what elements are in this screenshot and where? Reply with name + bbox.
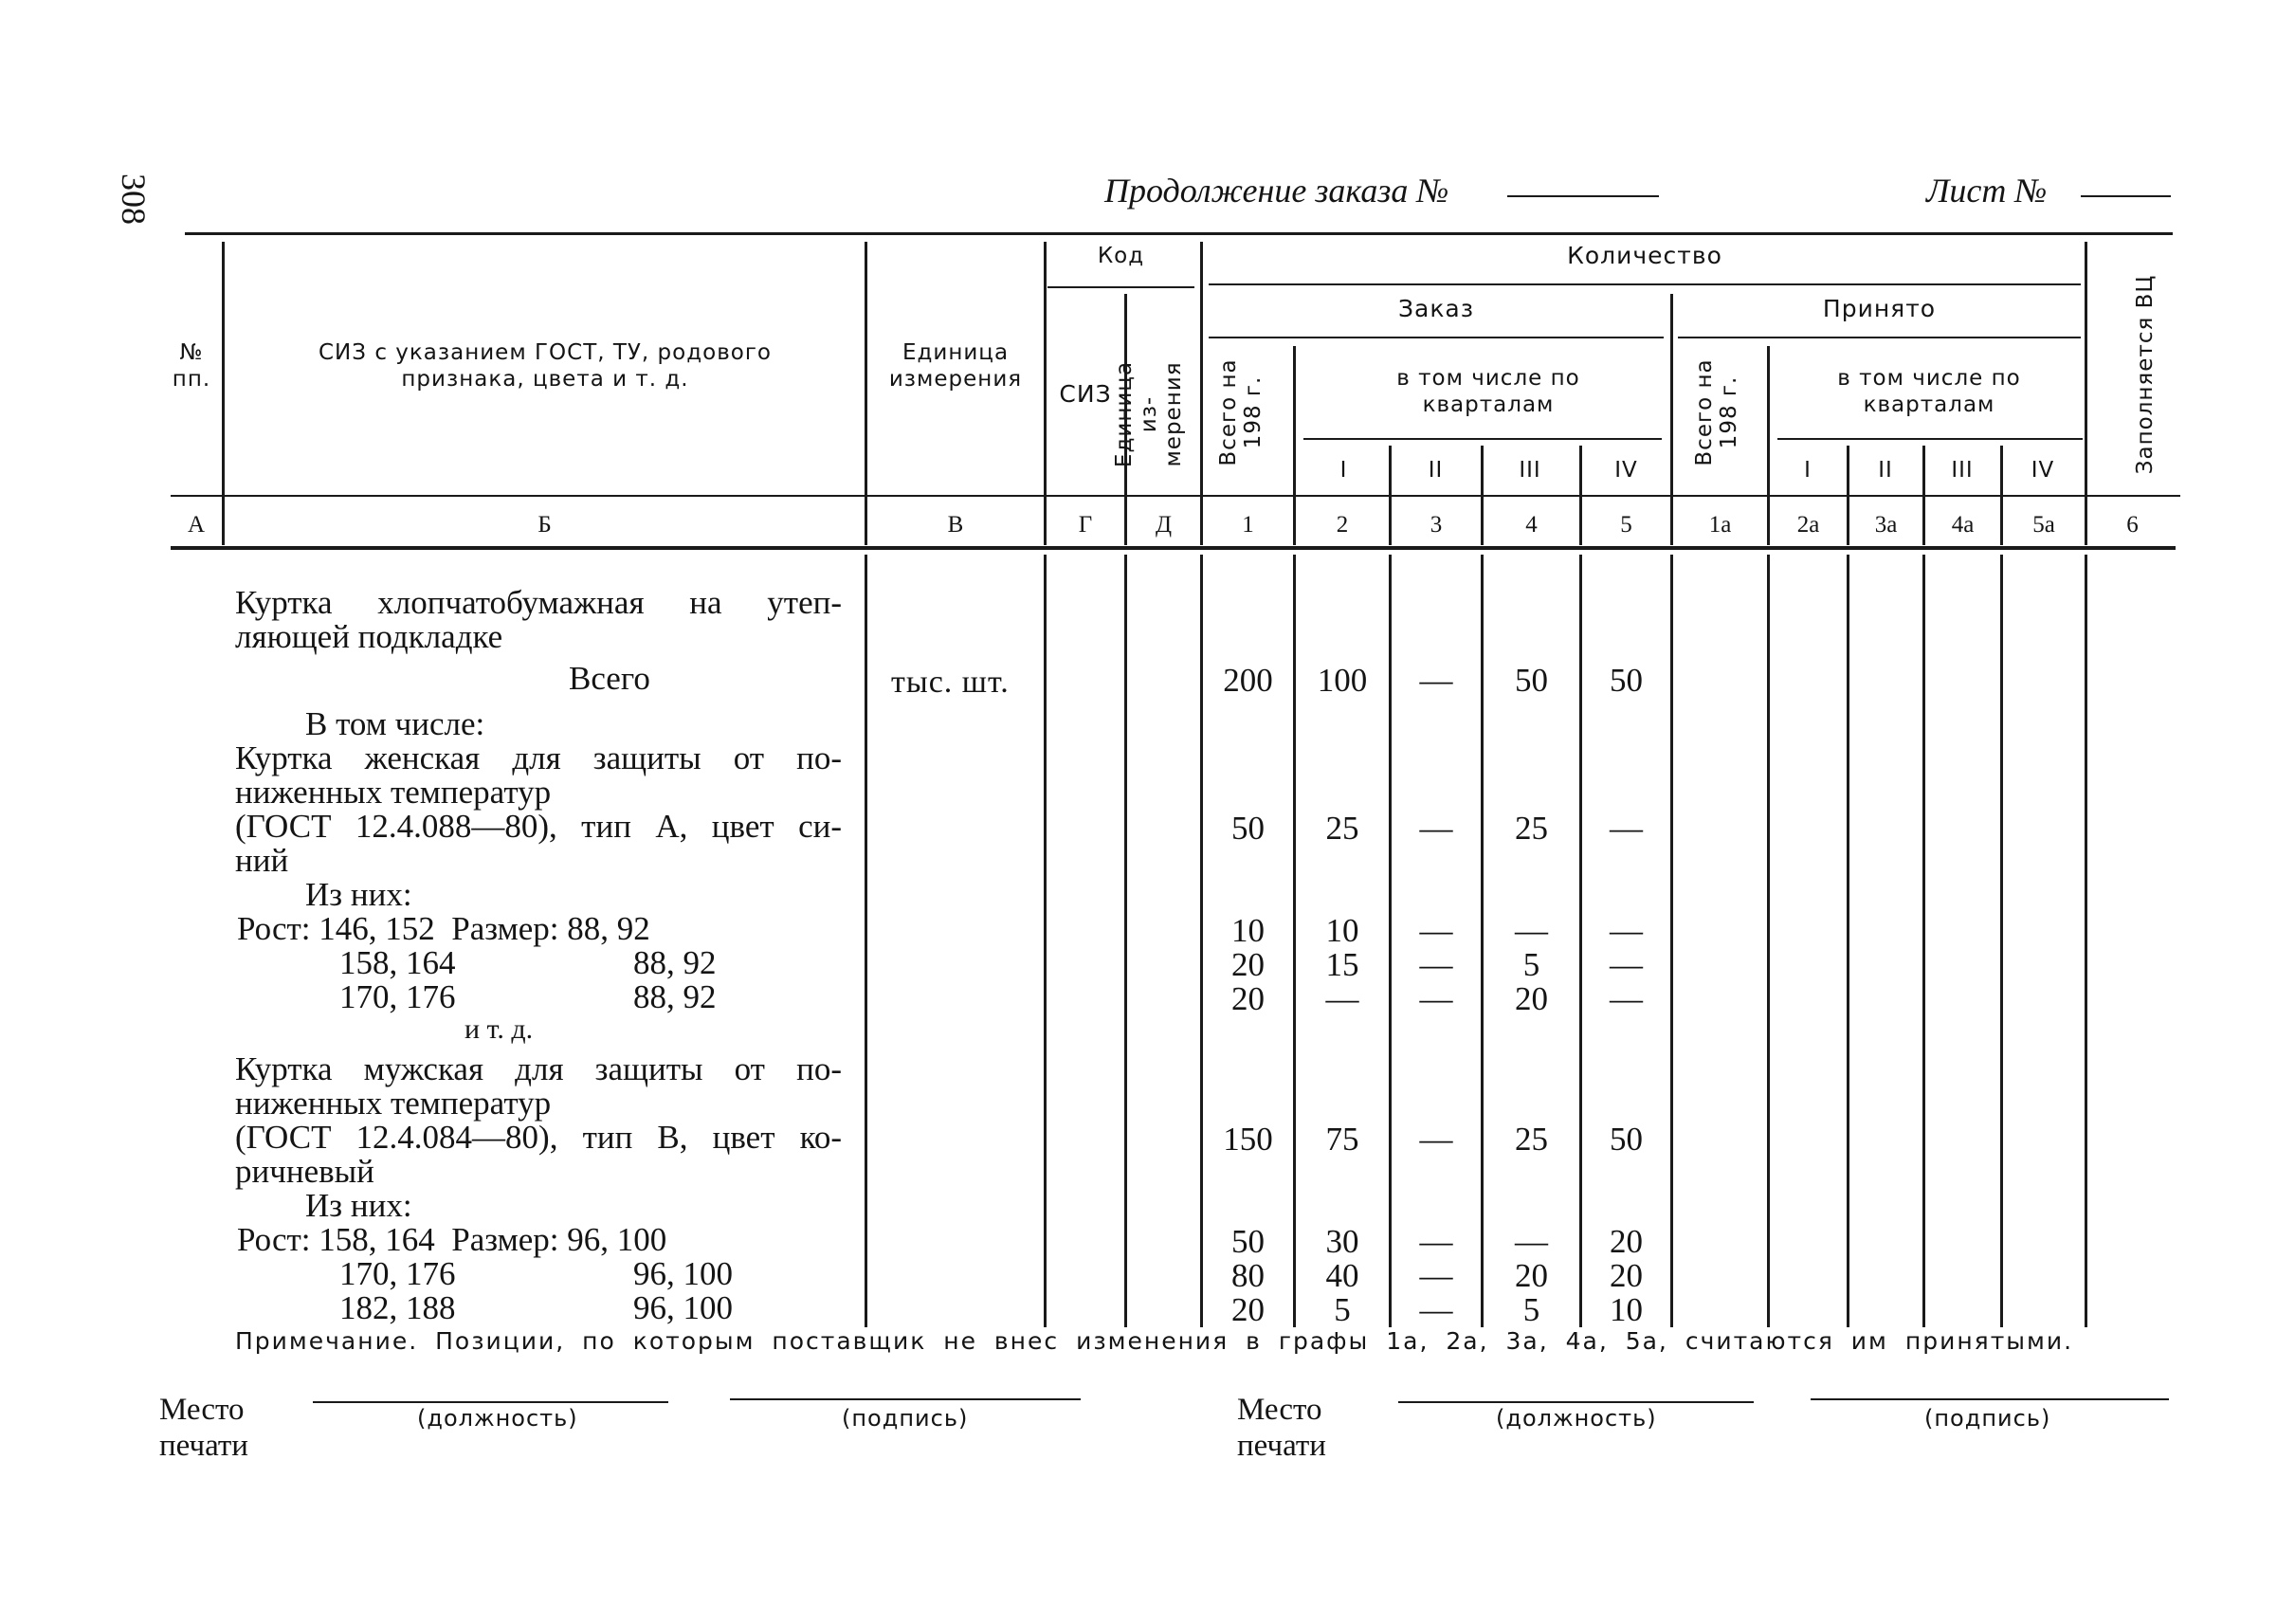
quantity-cell: 5 <box>1334 1291 1351 1328</box>
index-cell: А <box>187 512 206 538</box>
quantity-cell: 50 <box>1610 1121 1643 1158</box>
stamp-line2: печати <box>1237 1429 1326 1463</box>
stamp-place-right <box>1237 1392 1326 1464</box>
index-cell: 2 <box>1336 512 1349 538</box>
quarter-order-1: I <box>1339 458 1348 483</box>
quantity-cell: 25 <box>1515 1121 1548 1158</box>
total-label: Всего <box>569 660 650 697</box>
col-header-accepted: Принято <box>1822 295 1937 322</box>
men-line2: ниженных температур <box>235 1085 552 1122</box>
body-col-sep <box>1670 555 1673 1327</box>
quantity-cell: — <box>1419 1121 1453 1158</box>
quantity-cell: — <box>1610 810 1643 847</box>
quantity-underline <box>1209 283 2081 285</box>
quantity-cell: — <box>1515 912 1548 949</box>
index-cell: 3а <box>1874 512 1898 538</box>
position-caption-left: (должность) <box>417 1405 578 1432</box>
quarter-order-3: III <box>1519 458 1541 483</box>
table-top-border <box>185 232 2173 235</box>
quarter-accepted-3: III <box>1951 458 1974 483</box>
body-col-sep <box>1044 555 1047 1327</box>
quantity-cell: — <box>1419 810 1453 847</box>
men-line3: (ГОСТ 12.4.084—80), тип В, цвет ко- <box>235 1119 842 1156</box>
note: Примечание. Позиции, по которым поставщик не внес изменения в графы 1а, 2а, 3а, 4а, 5а, считаются им принятыми. <box>235 1327 2074 1355</box>
accepted-underline <box>1678 337 2081 338</box>
index-cell: 3 <box>1430 512 1443 538</box>
position-line-right <box>1398 1401 1754 1403</box>
quantity-cell: 20 <box>1610 1223 1643 1260</box>
col-header-order: Заказ <box>1397 295 1475 322</box>
code-underline <box>1047 286 1194 288</box>
quantity-cell: 5 <box>1522 946 1540 983</box>
order-underline <box>1209 337 1664 338</box>
col-sep-5a <box>2085 242 2087 545</box>
quantity-cell: — <box>1610 946 1643 983</box>
col-sep-5 <box>1670 294 1673 545</box>
body-col-sep <box>1767 555 1770 1327</box>
signature-line-left <box>730 1398 1081 1400</box>
w-size-row-3-height: 170, 176 <box>339 978 456 1015</box>
quantity-cell: 75 <box>1325 1121 1359 1158</box>
quantity-cell: — <box>1515 1223 1548 1260</box>
quantity-cell: 50 <box>1610 662 1643 699</box>
col-sep-d <box>1200 242 1203 545</box>
w-size-row-2-size: 88, 92 <box>633 944 717 981</box>
col-header-quantity: Количество <box>1567 242 1722 269</box>
item1-line2: ляющей подкладке <box>235 618 503 655</box>
men-line1: Куртка мужская для защиты от по- <box>235 1050 842 1087</box>
quantity-cell: 40 <box>1325 1257 1359 1294</box>
index-cell: 5а <box>2032 512 2055 538</box>
stamp-line1: Место <box>159 1393 245 1427</box>
col-sep-v <box>1044 242 1047 545</box>
quantity-cell: 150 <box>1223 1121 1273 1158</box>
body-col-sep <box>1847 555 1849 1327</box>
quantity-cell: 25 <box>1325 810 1359 847</box>
quarter-accepted-1: I <box>1804 458 1812 483</box>
etc-label: и т. д. <box>464 1013 534 1045</box>
order-continuation-label: Продолжение заказа № <box>1104 172 1449 210</box>
quantity-cell: — <box>1610 980 1643 1017</box>
quantity-cell: — <box>1325 980 1359 1017</box>
m-size-row-3-height: 182, 188 <box>339 1289 456 1326</box>
col-header-total-order: Всего на 198 г. <box>1216 358 1266 466</box>
body-col-sep <box>2085 555 2087 1327</box>
sheet-number-blank <box>2081 195 2171 197</box>
women-line4: ний <box>235 842 289 879</box>
quantity-cell: 10 <box>1325 912 1359 949</box>
item1-line1: Куртка хлопчатобумажная на утеп- <box>235 584 842 621</box>
quantity-cell: 20 <box>1610 1257 1643 1294</box>
quantity-cell: 20 <box>1515 980 1548 1017</box>
accepted-quarters-underline <box>1777 438 2083 440</box>
index-cell: 4 <box>1525 512 1538 538</box>
quantity-cell: — <box>1419 980 1453 1017</box>
col-header-accepted-quarters: в том числе по кварталам <box>1837 366 2021 417</box>
quantity-cell: 20 <box>1231 1291 1265 1328</box>
body-col-sep <box>1922 555 1925 1327</box>
index-cell: 6 <box>2126 512 2139 538</box>
quarter-order-2: II <box>1428 458 1444 483</box>
quantity-cell: — <box>1419 1291 1453 1328</box>
m-size-row-2-size: 96, 100 <box>633 1255 733 1292</box>
quantity-cell: 30 <box>1325 1223 1359 1260</box>
col-header-order-quarters: в том числе по кварталам <box>1396 366 1580 417</box>
w-size-row-3-size: 88, 92 <box>633 978 717 1015</box>
stamp-line1: Место <box>1237 1393 1322 1427</box>
quantity-cell: 10 <box>1610 1291 1643 1328</box>
quantity-cell: 15 <box>1325 946 1359 983</box>
col-header-code-siz: СИЗ <box>1059 380 1112 408</box>
quantity-cell: 20 <box>1515 1257 1548 1294</box>
quantity-cell: 20 <box>1231 980 1265 1017</box>
body-col-sep <box>865 555 867 1327</box>
stamp-place-left <box>159 1392 248 1464</box>
unit-value: тыс. шт. <box>891 665 1010 700</box>
order-number-blank <box>1507 195 1659 197</box>
including-label: В том числе: <box>305 705 485 742</box>
index-cell: 2а <box>1796 512 1820 538</box>
men-line4: ричневый <box>235 1153 374 1190</box>
col-sep-b <box>865 242 867 545</box>
m-size-row-1: Рост: 158, 164 Размер: 96, 100 <box>237 1221 667 1258</box>
order-quarters-underline <box>1303 438 1662 440</box>
col-header-vc: Заполняется ВЦ <box>2133 274 2158 475</box>
position-line-left <box>313 1401 668 1403</box>
page-number: 308 <box>115 173 153 225</box>
col-header-total-accepted: Всего на 198 г. <box>1692 358 1741 466</box>
w-size-row-1: Рост: 146, 152 Размер: 88, 92 <box>237 910 650 947</box>
quantity-cell: — <box>1419 946 1453 983</box>
m-size-row-2-height: 170, 176 <box>339 1255 456 1292</box>
col-header-code: Код <box>1097 244 1145 268</box>
quantity-cell: 50 <box>1231 810 1265 847</box>
of-them-label: Из них: <box>305 876 412 913</box>
w-size-row-2-height: 158, 164 <box>339 944 456 981</box>
index-cell: 1а <box>1708 512 1732 538</box>
m-size-row-3-size: 96, 100 <box>633 1289 733 1326</box>
quantity-cell: 50 <box>1515 662 1548 699</box>
index-cell: 1 <box>1242 512 1254 538</box>
quantity-cell: — <box>1419 1223 1453 1260</box>
col-header-siz: СИЗ с указанием ГОСТ, ТУ, родового признака, цвета и т. д. <box>319 340 772 392</box>
body-col-sep <box>1124 555 1127 1327</box>
quantity-cell: 25 <box>1515 810 1548 847</box>
index-cell: Б <box>537 512 552 538</box>
quarter-accepted-2: II <box>1878 458 1893 483</box>
quantity-cell: — <box>1419 912 1453 949</box>
quantity-cell: 20 <box>1231 946 1265 983</box>
index-cell: В <box>947 512 964 538</box>
women-line3: (ГОСТ 12.4.088—80), тип А, цвет си- <box>235 808 842 845</box>
signature-line-right <box>1811 1398 2169 1400</box>
index-cell: 5 <box>1620 512 1632 538</box>
index-cell: Д <box>1155 512 1173 538</box>
quantity-cell: — <box>1419 662 1453 699</box>
quarter-order-4: IV <box>1614 458 1638 483</box>
stamp-line2: печати <box>159 1429 248 1463</box>
index-cell: 4а <box>1951 512 1975 538</box>
quantity-cell: 200 <box>1223 662 1273 699</box>
women-line2: ниженных температур <box>235 774 552 811</box>
body-col-sep <box>2000 555 2003 1327</box>
women-line1: Куртка женская для защиты от по- <box>235 739 842 776</box>
col-header-num: № пп. <box>172 340 211 392</box>
of-them-label-2: Из них: <box>305 1187 412 1224</box>
quantity-cell: 100 <box>1317 662 1368 699</box>
position-caption-right: (должность) <box>1496 1405 1657 1432</box>
sheet-label: Лист № <box>1926 172 2048 210</box>
signature-caption-right: (подпись) <box>1924 1405 2051 1432</box>
quantity-cell: — <box>1610 912 1643 949</box>
table-header-bottom-border <box>171 495 2180 497</box>
signature-caption-left: (подпись) <box>842 1405 969 1432</box>
quantity-cell: 10 <box>1231 912 1265 949</box>
quantity-cell: 80 <box>1231 1257 1265 1294</box>
col-header-unit: Единица измерения <box>888 340 1023 392</box>
quantity-cell: — <box>1419 1257 1453 1294</box>
col-sep-a <box>222 242 225 545</box>
index-cell: Г <box>1078 512 1093 538</box>
col-header-code-unit: Единица из-мерения <box>1112 360 1186 468</box>
quarter-accepted-4: IV <box>2031 458 2055 483</box>
quantity-cell: 5 <box>1522 1291 1540 1328</box>
quantity-cell: 50 <box>1231 1223 1265 1260</box>
table-index-row-bottom-border <box>171 546 2176 550</box>
